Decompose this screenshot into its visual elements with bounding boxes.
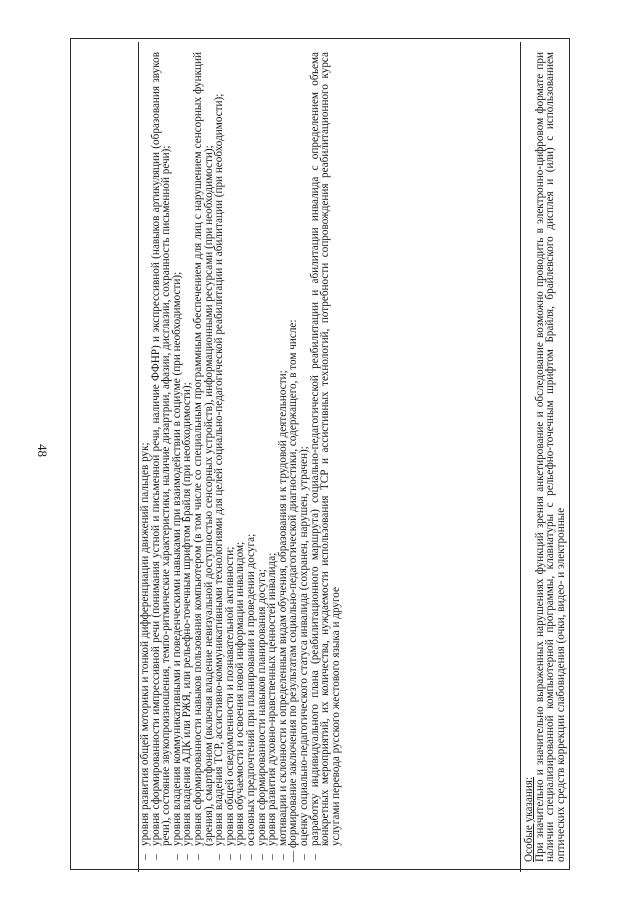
table-divider [520, 42, 521, 872]
list-dash: – [213, 854, 226, 860]
list-item-text: уровня обучаемости и освоения новой информации инвалидом; [234, 541, 247, 846]
list-dash: – [244, 854, 257, 860]
list-item-text: уровня владения коммуникативными и поведенческими навыками при взаимодействии в социуме (при необходимости); [170, 271, 183, 846]
special-notes [523, 52, 567, 862]
list-item-text: уровня владения АДК или РЖЯ, или рельефно-точечным шрифтом Брайля (при необходимости); [181, 382, 194, 846]
list-item [193, 52, 214, 862]
list-item-text: мотивации и склонности к определенным видам обучения, образования и к трудовой деятельности; [276, 370, 289, 846]
list-dash: – [297, 854, 310, 860]
list-item-text: уровня сформированности навыков планирования досуга; [255, 569, 268, 846]
list-dash: – [276, 854, 289, 860]
list-item-text: уровня общей осведомленности и познавательной активности; [223, 546, 236, 846]
list-dash: – [149, 854, 162, 860]
list-item [246, 52, 257, 862]
special-notes-body: При значительно и значительно выраженных нарушениях функций зрения анкетирование и обследование возможно проводить в электронно-цифровом формате при наличии специализированной компьютерной программы, клавиатуры с рельефно-точечным шрифтом Брайля, брайлевского дисплея и (или) с использованием оптических средств коррекции слабовидения (очки, видео- и электронные [533, 52, 567, 862]
list-dash: – [234, 854, 247, 860]
list-item-text: уровня владения ТСР, ассистивно-коммуникативными технологиями для целей социально-педагогической реабилитации и абилитации (при необходимости); [213, 93, 226, 846]
list-dash: – [255, 854, 268, 860]
procedure-list [140, 52, 520, 862]
list-item-text: уровня развития духовно-нравственных ценностей инвалида; [266, 552, 279, 846]
list-dash: – [223, 854, 236, 860]
list-dash: – [308, 854, 321, 860]
sub-list-item [310, 52, 342, 862]
conclusion-dash: — [287, 850, 300, 862]
list-dash: – [191, 854, 204, 860]
list-item [151, 52, 172, 862]
sub-list-item-text: оценку социально-педагогического статуса инвалида (сохранен, нарушен, утрачен); [297, 446, 310, 846]
list-item-text: уровня развития общей моторики и тонкой дифференциации движений пальцев рук; [139, 442, 151, 846]
list-item-text: основных предпочтений при планировании и проведении досуга; [244, 533, 257, 846]
list-dash: – [266, 854, 279, 860]
sub-list-item [299, 52, 310, 862]
list-item-text: уровня сформированности навыков пользования компьютером (в том числе со специальным программным обеспечением для лиц с нарушением сенсорных функций (зрения), смартфоном (включая владение невизуальной доступностью сенсорных устройств), информационными ресурсами (при необходимости); [191, 52, 215, 846]
list-item [140, 52, 151, 862]
rotated-document-body [80, 32, 568, 872]
table-cell [80, 42, 568, 872]
conclusion-body: формирование заключения по результатам социально-педагогической диагностики, содержащего, в том числе: [287, 319, 300, 849]
list-dash: – [139, 854, 151, 860]
page-number: 48 [35, 444, 50, 457]
special-notes-title: Особые указания: [523, 776, 535, 862]
sub-list-item-text: разработку индивидуального плана (реабилитационного маршрута) социально-педагогической реабилитации и абилитации инвалида с определением объема конкретных мероприятий, их количества, нуждаемости использования ТСР и ассистивных технологий, потребности сопровождения реабилитационного курса услугами перевода русского жестового языка и другое [308, 52, 342, 846]
list-item-text: уровня сформированности импрессивной речи (понимания устной и письменной речи, наличие ФФНР) и экспрессивной (навыков артикуляции (образования звуков речи), состояние звукопроизношения, темпо-ритмические характеристики, наличие дизартрии, афазии, дисглазии, сохранность письменной речи); [149, 52, 173, 846]
list-dash: – [181, 854, 194, 860]
list-dash: – [170, 854, 183, 860]
